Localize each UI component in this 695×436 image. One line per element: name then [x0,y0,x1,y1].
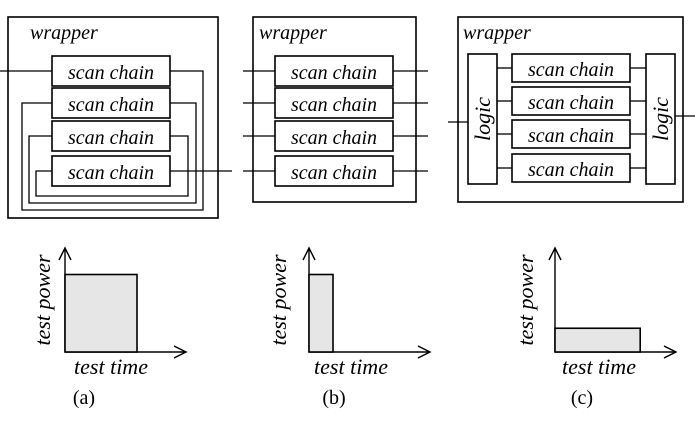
y-axis-label-c: test power [513,254,538,346]
scan-chain-a-2 [52,88,170,118]
wrapper-label-b: wrapper [259,22,327,44]
scan-chain-b-4 [275,156,393,186]
power-plot-a [30,248,186,409]
panel-b [243,17,428,202]
scan-chain-b-3 [275,121,393,151]
power-plot-c [513,248,676,409]
power-bar-a [65,275,137,353]
scan-chain-c-3 [512,120,630,148]
scan-chain-a-4 [52,156,170,186]
scan-chain-label: scan chain [527,125,615,147]
scan-chain-label: scan chain [290,62,378,84]
caption-a: (a) [72,387,96,409]
scan-chain-label: scan chain [67,127,155,149]
scan-chain-label: scan chain [67,94,155,116]
logic-block-right [646,54,675,184]
caption-b: (b) [322,387,346,409]
scan-chain-label: scan chain [290,162,378,184]
scan-chain-label: scan chain [527,159,615,181]
scan-chain-c-4 [512,154,630,182]
power-bar-c [555,328,640,352]
y-axis-label-b: test power [266,254,291,346]
logic-label-right: logic [648,97,673,141]
scan-chain-b-1 [275,56,393,86]
scan-chain-label: scan chain [290,94,378,116]
x-axis-label-b: test time [314,354,388,379]
wrapper-label-a: wrapper [30,22,98,44]
power-plot-b [266,248,430,409]
power-bar-b [309,275,333,353]
scan-chain-label: scan chain [527,59,615,81]
panel-c [448,17,695,202]
scan-chain-b-2 [275,88,393,118]
y-axis-label-a: test power [30,254,55,346]
scan-chain-label: scan chain [527,92,615,114]
scan-chain-a-1 [52,56,170,86]
x-axis-label-a: test time [74,354,148,379]
scan-chain-a-3 [52,121,170,151]
scan-chain-c-1 [512,54,630,82]
scan-chain-label: scan chain [67,62,155,84]
x-axis-label-c: test time [562,354,636,379]
scan-chain-c-2 [512,87,630,115]
logic-label-left: logic [470,97,495,141]
logic-block-left [468,54,497,184]
panel-a [0,17,232,218]
scan-chain-label: scan chain [290,127,378,149]
scan-chain-label: scan chain [67,162,155,184]
wrapper-label-c: wrapper [463,22,531,44]
caption-c: (c) [570,387,594,409]
